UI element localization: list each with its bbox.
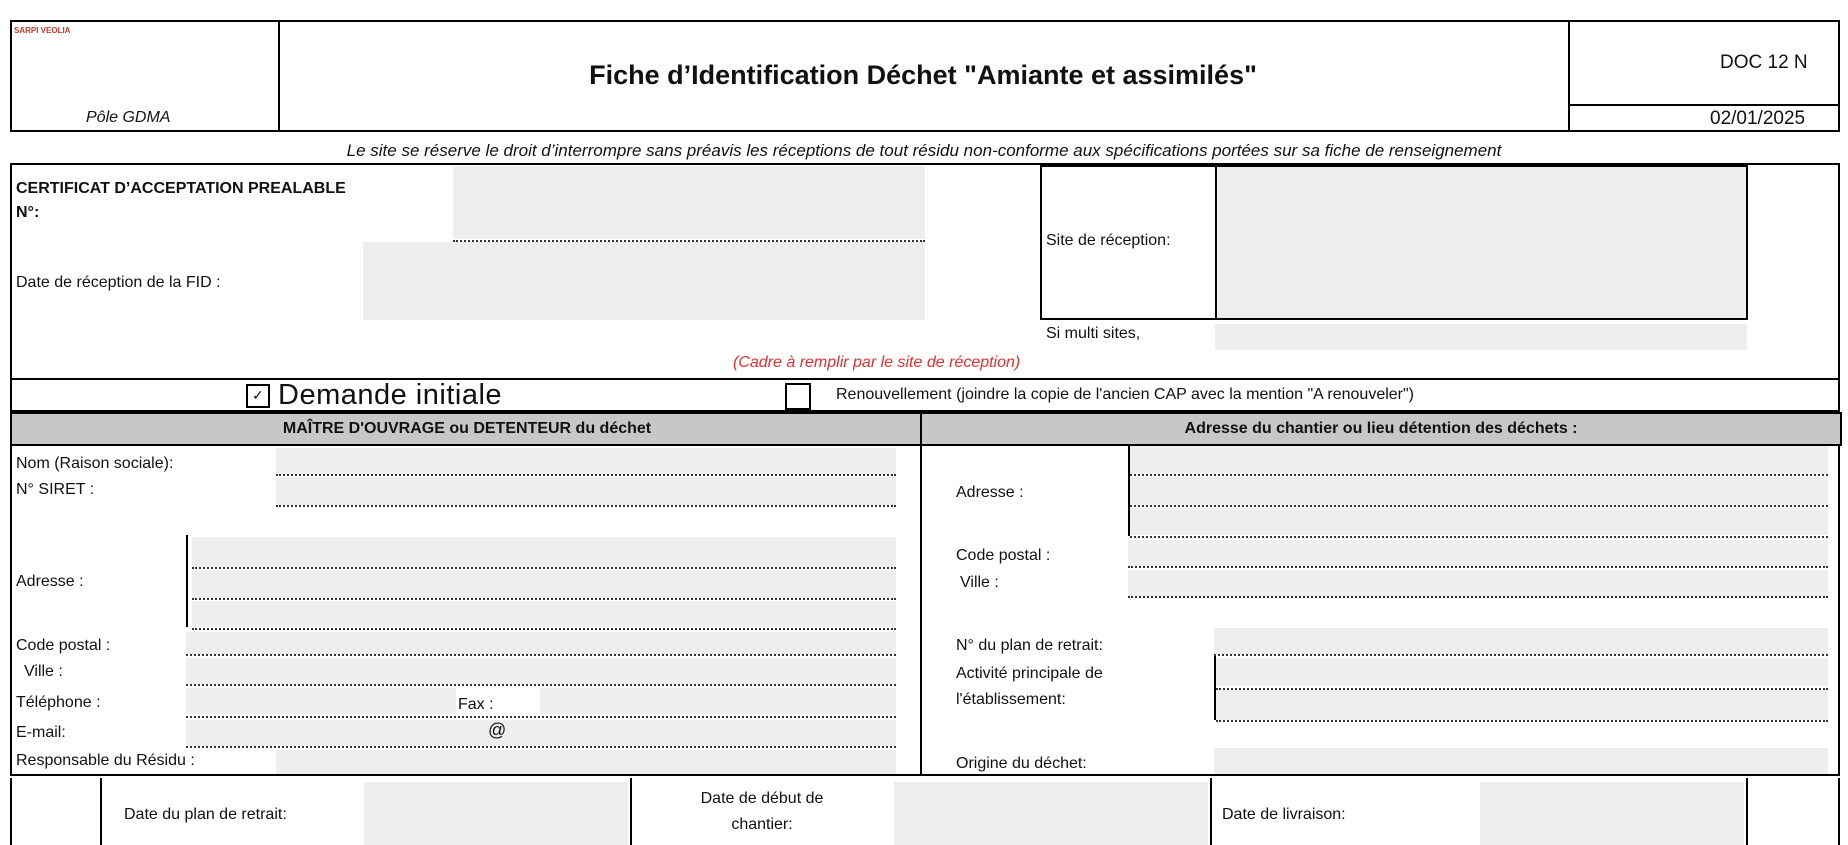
site-address-line-1 [1130, 474, 1828, 476]
site-origin-field[interactable] [1214, 748, 1828, 774]
site-origin-label: Origine du déchet: [956, 755, 1087, 772]
site-postal-field[interactable] [1128, 540, 1828, 566]
owner-name-field[interactable] [276, 448, 896, 474]
multi-sites-field[interactable] [1215, 324, 1747, 350]
owner-email-field[interactable] [186, 720, 896, 746]
site-address-label: Adresse : [956, 484, 1024, 501]
start-date-label-1: Date de début de [700, 790, 824, 807]
renewal-label: Renouvellement (joindre la copie de l'ancien CAP avec la mention "A renouveler") [836, 386, 1414, 403]
site-plan-field[interactable] [1214, 628, 1828, 654]
header-divider-right [1568, 20, 1570, 132]
owner-address-field-3[interactable] [192, 601, 896, 627]
column-divider [920, 412, 922, 776]
cap-number-label: N°: [16, 204, 40, 221]
plan-date-field[interactable] [364, 782, 628, 845]
doc-code: DOC 12 N [1720, 52, 1808, 73]
owner-address-field-2[interactable] [192, 570, 896, 598]
renewal-checkbox[interactable] [785, 383, 811, 410]
logo-text: SARPI VEOLIA [14, 26, 71, 35]
site-address-field-3[interactable] [1130, 508, 1828, 535]
owner-address-label: Adresse : [16, 573, 84, 590]
pole-label: Pôle GDMA [86, 109, 171, 126]
owner-phone-label: Téléphone : [16, 694, 101, 711]
owner-name-line [276, 474, 896, 476]
site-address-field-2[interactable] [1130, 477, 1828, 505]
fid-date-field[interactable] [363, 242, 925, 320]
reception-site-divider [1215, 165, 1217, 320]
owner-city-field[interactable] [186, 658, 896, 684]
delivery-date-field[interactable] [1480, 782, 1744, 845]
site-activity-label-2: l'établissement: [956, 691, 1066, 708]
owner-phone-line [186, 716, 896, 718]
doc-date: 02/01/2025 [1710, 108, 1806, 129]
owner-resp-field[interactable] [276, 750, 896, 774]
owner-city-label: Ville : [24, 663, 63, 680]
owner-postal-line [186, 654, 896, 656]
owner-siret-label: N° SIRET : [16, 481, 95, 498]
site-address-line-3 [1130, 536, 1828, 538]
at-sign: @ [488, 720, 507, 740]
dates-divider-1 [100, 778, 102, 845]
site-activity-field-1[interactable] [1216, 658, 1828, 686]
reception-site-field[interactable] [1218, 167, 1746, 318]
plan-date-label: Date du plan de retrait: [124, 806, 287, 823]
site-city-label: Ville : [960, 574, 999, 591]
owner-phone-field[interactable] [186, 688, 456, 714]
site-activity-line-2 [1216, 720, 1828, 722]
owner-address-bar [186, 535, 188, 627]
header-divider-doc [1568, 104, 1840, 106]
multi-sites-label: Si multi sites, [1046, 325, 1141, 342]
cap-title: CERTIFICAT D’ACCEPTATION PREALABLE [16, 180, 346, 197]
site-activity-field-2[interactable] [1216, 690, 1828, 720]
owner-email-line [186, 746, 896, 748]
cap-number-field[interactable] [453, 166, 925, 239]
site-city-field[interactable] [1128, 570, 1828, 596]
dates-divider-2 [630, 778, 632, 845]
initial-request-checkbox[interactable] [246, 384, 270, 408]
owner-address-line-2 [192, 598, 896, 600]
owner-postal-field[interactable] [186, 632, 896, 654]
company-logo [14, 26, 70, 35]
site-section-header: Adresse du chantier ou lieu détention des déchets : [922, 412, 1842, 446]
reception-site-label: Site de réception: [1046, 232, 1171, 249]
owner-email-label: E-mail: [16, 724, 66, 741]
owner-resp-label: Responsable du Résidu : [16, 752, 195, 769]
site-address-field-1[interactable] [1130, 446, 1828, 474]
owner-address-field-1[interactable] [192, 537, 896, 567]
document-title: Fiche d’Identification Déchet "Amiante et assimilés" [589, 60, 1257, 90]
start-date-field[interactable] [894, 782, 1208, 845]
site-address-line-2 [1130, 505, 1828, 507]
owner-postal-label: Code postal : [16, 637, 111, 654]
owner-siret-field[interactable] [276, 477, 896, 505]
site-city-line [1128, 596, 1828, 598]
owner-section-header: MAÎTRE D'OUVRAGE ou DETENTEUR du déchet [10, 412, 922, 446]
site-plan-line [1214, 654, 1828, 656]
fid-date-label: Date de réception de la FID : [16, 274, 221, 291]
site-plan-label: N° du plan de retrait: [956, 637, 1103, 654]
check-icon: ✓ [252, 387, 264, 403]
delivery-date-label: Date de livraison: [1222, 806, 1346, 823]
owner-fax-field[interactable] [540, 688, 896, 714]
owner-siret-line [276, 505, 896, 507]
notice-text: Le site se réserve le droit d’interrompre sans préavis les réceptions de tout résidu non-conforme aux spécifications portées sur sa fiche de renseignement [346, 141, 1502, 160]
owner-city-line [186, 684, 896, 686]
dates-divider-3 [1210, 778, 1212, 845]
owner-name-label: Nom (Raison sociale): [16, 455, 174, 472]
cap-note: (Cadre à remplir par le site de réception) [733, 354, 1021, 371]
owner-fax-label: Fax : [458, 696, 494, 713]
start-date-label-2: chantier: [731, 816, 793, 833]
dates-divider-4 [1746, 778, 1748, 845]
site-activity-label-1: Activité principale de [956, 665, 1103, 682]
owner-address-line-3 [192, 628, 896, 630]
owner-address-line-1 [192, 567, 896, 569]
site-postal-label: Code postal : [956, 547, 1051, 564]
initial-request-label: Demande initiale [278, 379, 503, 411]
site-postal-line [1128, 566, 1828, 568]
